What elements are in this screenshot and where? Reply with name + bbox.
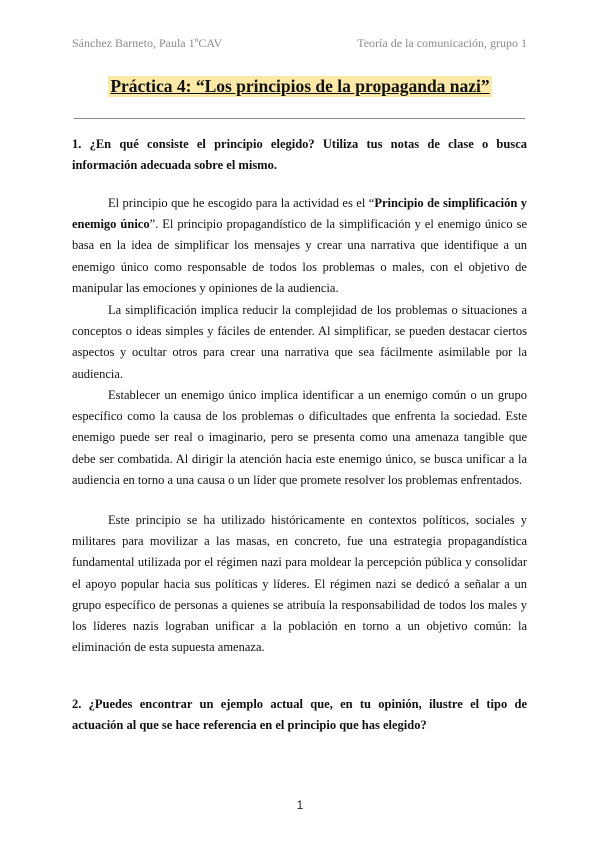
paragraph-3: Establecer un enemigo único implica identificar a un enemigo común o un grupo específico como la causa de los problemas o dificultades que enfrenta la sociedad. Este enemigo puede ser real o imaginario, pero se presenta como una amenaza tangible que debe ser combatida. Al dirigir la atención hacia este enemigo único, se busca unificar a la audiencia en torno a una causa o un líder que promete resolver los problemas enfrentados.: [72, 388, 527, 487]
paragraph-1: [72, 193, 527, 299]
question-2: 2. ¿Puedes encontrar un ejemplo actual que, en tu opinión, ilustre el tipo de actuación al que se hace referencia en el principio que has elegido?: [72, 697, 527, 732]
horizontal-rule: [74, 118, 525, 119]
question-1: 1. ¿En qué consiste el principio elegido? Utiliza tus notas de clase o busca información adecuada sobre el mismo.: [72, 137, 527, 172]
document-title: Práctica 4: “Los principios de la propaganda nazi”: [110, 76, 490, 96]
paragraph-1-body: ”. El principio propagandístico de la simplificación y el enemigo único se basa en la idea de simplificar los mensajes y crear una narrativa que identifique a un enemigo único como responsable de todos los problemas o males, con el objetivo de manipular las emociones y opiniones de la audiencia.: [72, 217, 527, 295]
principle-name: Principio de simplificación y enemigo único: [72, 196, 528, 232]
title-container: [0, 76, 600, 97]
page-number: 1: [296, 798, 304, 812]
paragraph-1-intro: El principio que he escogido para la actividad es el “: [108, 196, 375, 210]
header-course: Teoría de la comunicación, grupo 1: [357, 36, 527, 50]
paragraph-4: Este principio se ha utilizado históricamente en contextos políticos, sociales y militares para movilizar a las masas, en concreto, fue una estrategia propagandística fundamental utilizada por el régimen nazi para moldear la percepción pública y consolidar el apoyo popular hacia sus políticas y líderes. El régimen nazi se dedicó a señalar a un grupo específico de personas a quienes se atribuía la responsabilidad de todos los males y los líderes nazis lograban unificar a la población en torno a un objetivo común: la eliminación de esta supuesta amenaza.: [72, 513, 527, 655]
paragraph-2: La simplificación implica reducir la complejidad de los problemas o situaciones a conceptos o ideas simples y fáciles de entender. Al simplificar, se pueden destacar ciertos aspectos y ocultar otros para crear una narrativa que sea fácilmente asimilable por la audiencia.: [72, 303, 527, 381]
header-author: Sánchez Barneto, Paula 1ºCAV: [72, 36, 223, 50]
